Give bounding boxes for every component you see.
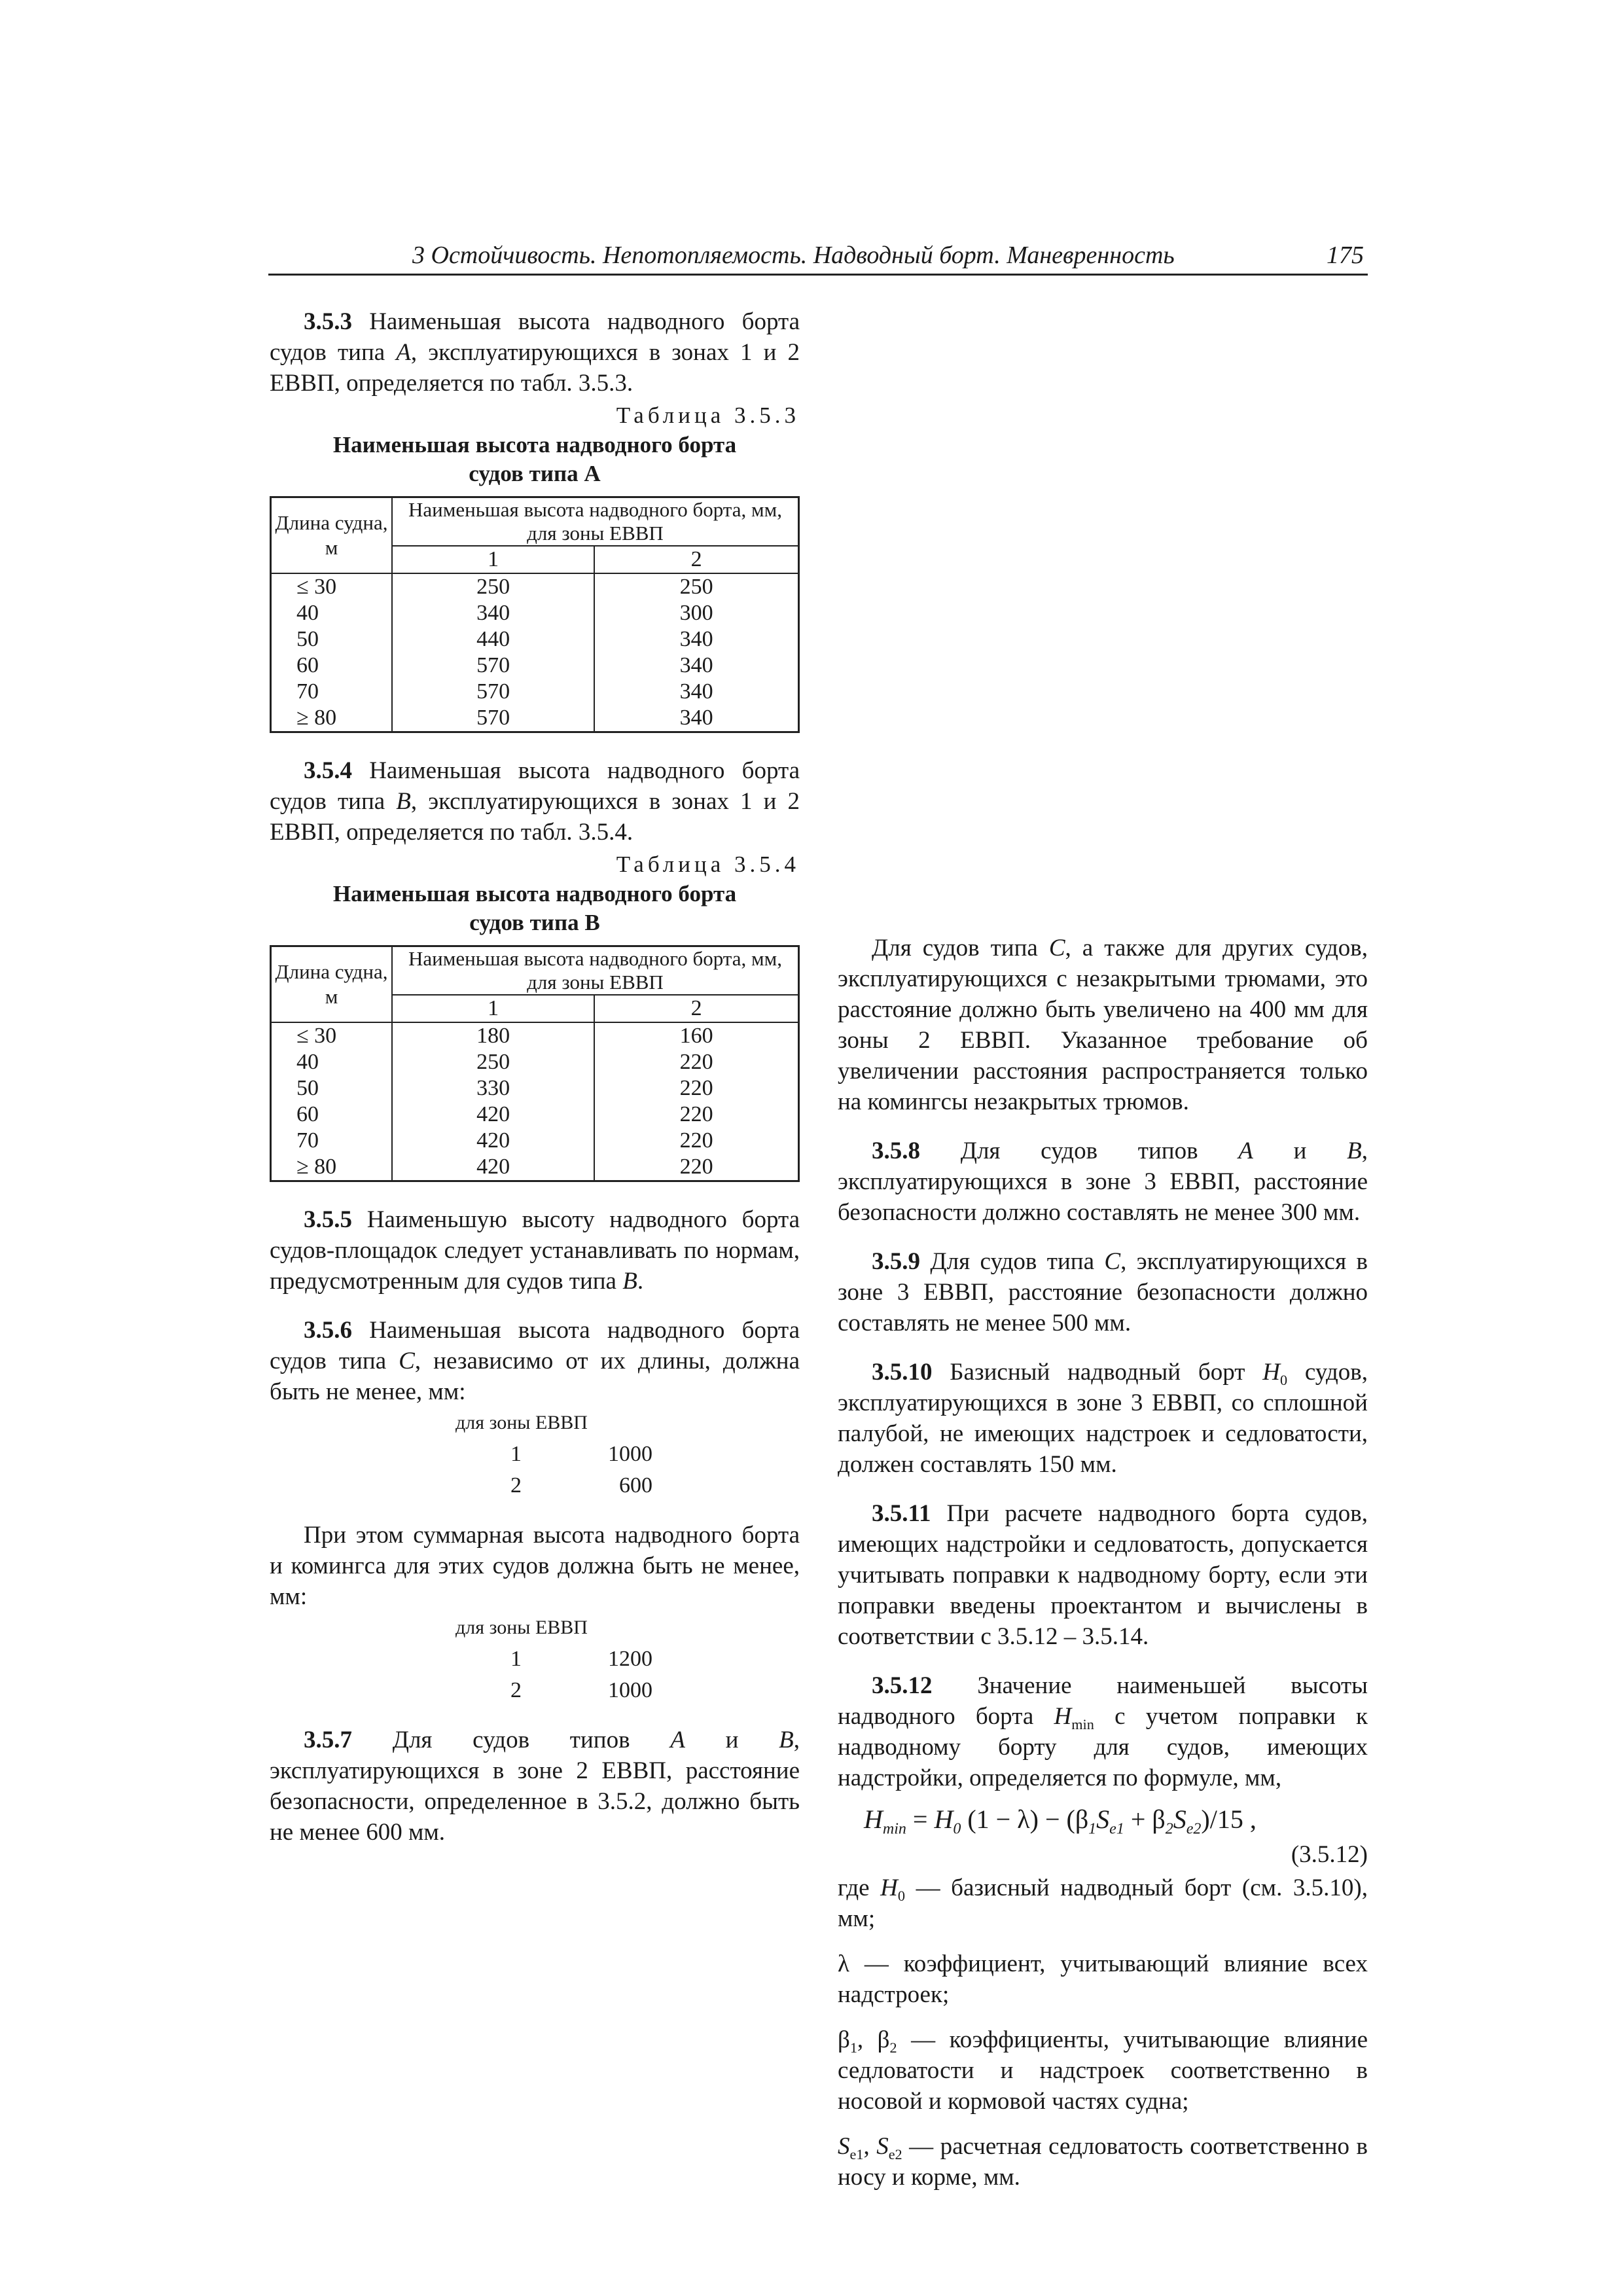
- table-3-5-4: [270, 945, 800, 1182]
- col-group-header: Наименьшая высота надводного борта, мм, для зоны ЕВВП: [392, 497, 799, 547]
- clause-3-5-4: 3.5.4 Наименьшая высота надводного борта судов типа В, эксплуатирующихся в зонах 1 и 2 ЕВВП, определяется по табл. 3.5.4.: [270, 757, 800, 846]
- col-length-header: Длина судна, м: [271, 946, 393, 1023]
- zone-2-header: 2: [594, 546, 798, 573]
- definition-s: $S_{e1}$, $S_{e2}$ — расчетная седловатость соответственно в носу и корме, мм.: [838, 2133, 1368, 2191]
- clause-3-5-8: 3.5.8 Для судов типов А и В, эксплуатирующихся в зоне 3 ЕВВП, расстояние безопасности должно составлять не менее 300 мм.: [838, 1138, 1368, 1226]
- formula-h-min: $H_{min} = H_0$ $(1 - \lambda) - (\beta_1S_{e1} + \beta_2S_{e2})/15$ ,: [864, 1804, 1257, 1838]
- page-number: 175: [1327, 242, 1364, 269]
- table-row: 50 440 340: [271, 626, 799, 653]
- clause-3-5-6: 3.5.6 Наименьшая высота надводного борта судов типа С, независимо от их длины, должна быть не менее, мм:: [270, 1317, 800, 1405]
- table-row: ≤ 30 250 250: [271, 573, 799, 600]
- page-header: [268, 241, 1368, 276]
- table-row: 40 340 300: [271, 600, 799, 626]
- table-row: ≥ 80 420 220: [271, 1154, 799, 1181]
- clause-3-5-11: 3.5.11 При расчете надводного борта судов, имеющих надстройки и седловатость, допускается учитывать поправки к надводному борту, если эти поправки введены проектантом и вычислены в соответствии с 3.5.12 – 3.5.14.: [838, 1500, 1368, 1650]
- list-item: 2 600: [510, 1473, 652, 1498]
- table-caption-3-5-4: Наименьшая высота надводного борта судов типа В: [332, 881, 737, 935]
- list-item: 1 1000: [510, 1442, 652, 1466]
- table-3-5-3: [270, 496, 800, 733]
- table-row: 40 250 220: [271, 1049, 799, 1075]
- clause-3-5-10: 3.5.10 Базисный надводный борт $H_0$ судов, эксплуатирующихся в зоне 3 ЕВВП, со сплошной палубой, не имеющих надстроек и седловатости, должен составлять 150 мм.: [838, 1359, 1368, 1478]
- clause-3-5-7-open-holds: Для судов типа С, а также для других судов, эксплуатирующихся с незакрытыми трюмами, это расстояние должно быть увеличено на 400 мм для зоны 2 ЕВВП. Указанное требование об увеличении расстояния распространяется только на комингсы незакрытых трюмов.: [838, 935, 1368, 1115]
- list-item: 2 1000: [510, 1678, 652, 1702]
- clause-3-5-7: 3.5.7 Для судов типов А и В, эксплуатирующихся в зоне 2 ЕВВП, расстояние безопасности, определенное в 3.5.2, должно быть не менее 600 мм.: [270, 1727, 800, 1846]
- clause-3-5-9: 3.5.9 Для судов типа С, эксплуатирующихся в зоне 3 ЕВВП, расстояние безопасности должно составлять не менее 500 мм.: [838, 1248, 1368, 1336]
- table-label-3-5-4: Таблица 3.5.4: [616, 852, 800, 877]
- formula-number: (3.5.12): [1291, 1841, 1368, 1868]
- table-row: 70 420 220: [271, 1128, 799, 1154]
- clause-3-5-3: 3.5.3 Наименьшая высота надводного борта судов типа А, эксплуатирующихся в зонах 1 и 2 ЕВВП, определяется по табл. 3.5.3.: [270, 308, 800, 397]
- left-column: [270, 306, 800, 1848]
- list-item: 1 1200: [510, 1647, 652, 1671]
- zone-1-header: 1: [392, 546, 594, 573]
- definition-lambda: λ — коэффициент, учитывающий влияние всех надстроек;: [838, 1950, 1368, 2008]
- zone-1-header: 1: [392, 995, 594, 1022]
- col-group-header: Наименьшая высота надводного борта, мм, для зоны ЕВВП: [392, 946, 799, 996]
- table-caption-3-5-3: Наименьшая высота надводного борта судов типа А: [332, 432, 737, 486]
- table-row: 60 570 340: [271, 653, 799, 679]
- col-length-header: Длина судна, м: [271, 497, 393, 574]
- table-row: ≤ 30 180 160: [271, 1022, 799, 1049]
- clause-3-5-5: 3.5.5 Наименьшую высоту надводного борта судов-площадок следует устанавливать по нормам, предусмотренным для судов типа В.: [270, 1206, 800, 1295]
- clause-3-5-6-coaming: При этом суммарная высота надводного борта и комингса для этих судов должна быть не менее, мм:: [270, 1522, 800, 1610]
- clause-3-5-12: 3.5.12 Значение наименьшей высоты надводного борта $H_{min}$ с учетом поправки к надводному борту для судов, имеющих надстройки, определяется по формуле, мм,: [838, 1672, 1368, 1791]
- running-title: 3 Остойчивость. Непотопляемость. Надводный борт. Маневренность: [412, 242, 1175, 269]
- zone-list-height: для зоны ЕВВП 1 1000 2 600: [397, 1407, 672, 1501]
- table-row: 60 420 220: [271, 1102, 799, 1128]
- definition-h0: где $H_0$ — базисный надводный борт (см. 3.5.10), мм;: [838, 1874, 1368, 1932]
- table-label-3-5-3: Таблица 3.5.3: [616, 403, 800, 428]
- zone-2-header: 2: [594, 995, 798, 1022]
- table-row: 50 330 220: [271, 1075, 799, 1102]
- table-row: ≥ 80 570 340: [271, 705, 799, 732]
- zone-list-coaming: для зоны ЕВВП 1 1200 2 1000: [397, 1612, 672, 1706]
- right-column: [838, 933, 1368, 2207]
- definition-beta: $\beta_1$, $\beta_2$ — коэффициенты, учитывающие влияние седловатости и надстроек соответственно в носовой и кормовой частях судна;: [838, 2026, 1368, 2115]
- table-row: 70 570 340: [271, 679, 799, 705]
